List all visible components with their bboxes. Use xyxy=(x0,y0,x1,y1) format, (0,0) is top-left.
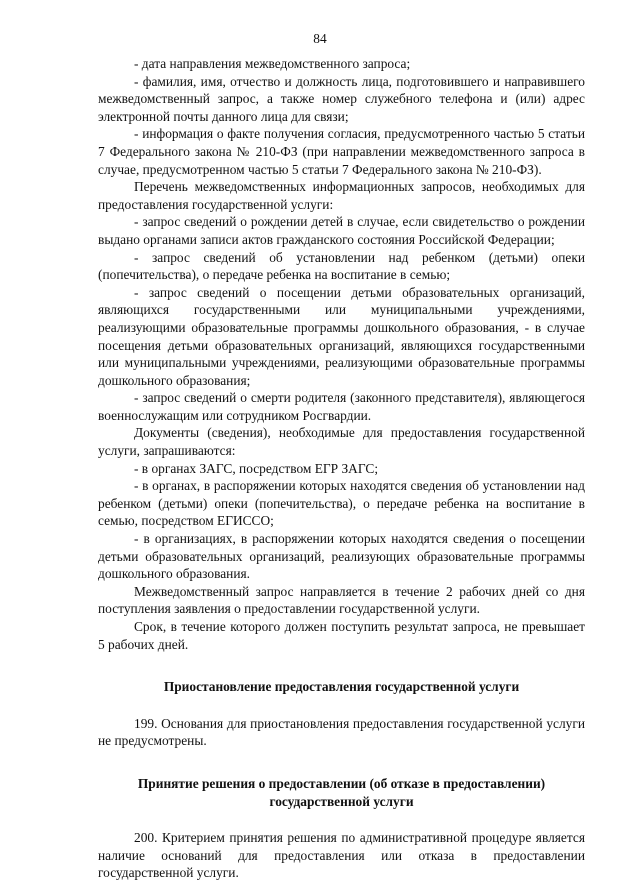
paragraph: - в организациях, в распоряжении которых находятся сведения о посещении детьми образовательных организаций, реализующих образовательные программы дошкольного образования. xyxy=(98,531,585,582)
paragraph-200: 200. Критерием принятия решения по административной процедуре является наличие оснований для предоставления или отказа в предоставлении государственной услуги. xyxy=(98,830,585,881)
paragraph: - в органах, в распоряжении которых находятся сведения об установлении над ребенком (детьми) опеки (попечительства), о передаче ребенка на воспитание в семью, посредством ЕГИССО; xyxy=(98,478,585,529)
paragraph: - в органах ЗАГС, посредством ЕГР ЗАГС; xyxy=(134,460,379,476)
page-number: 84 xyxy=(313,31,327,46)
section-heading: Приостановление предоставления государственной услуги xyxy=(163,679,520,695)
section-heading-line-2: государственной услуги xyxy=(269,793,414,809)
paragraph: - запрос сведений о посещении детьми образовательных организаций, являющихся государственными или муниципальными учреждениями, реализующими образовательные программы дошкольного образования, - в случае посещения детьми образовательных организаций, являющихся государственными или муниципальными учреждениями, реализующими образовательные программы дошкольного образования; xyxy=(98,284,585,388)
paragraph: - запрос сведений об установлении над ребенком (детьми) опеки (попечительства), о передаче ребенка на воспитание в семью; xyxy=(98,249,585,283)
paragraph: Межведомственный запрос направляется в течение 2 рабочих дней со дня поступления заявления о предоставлении государственной услуги. xyxy=(98,583,585,617)
page-content xyxy=(98,55,585,882)
paragraph: - запрос сведений о рождении детей в случае, если свидетельство о рождении выдано органами записи актов гражданского состояния Российской Федерации; xyxy=(98,214,585,247)
paragraph-199: 199. Основания для приостановления предоставления государственной услуги не предусмотрены. xyxy=(98,715,585,749)
paragraph: Срок, в течение которого должен поступить результат запроса, не превышает 5 рабочих дней. xyxy=(98,619,585,652)
paragraph: - дата направления межведомственного запроса; xyxy=(134,56,411,71)
paragraph: - фамилия, имя, отчество и должность лица, подготовившего и направившего межведомственный запрос, а также номер служебного телефона и (или) адрес электронной почты данного лица для связи; xyxy=(98,73,585,124)
paragraph: Перечень межведомственных информационных запросов, необходимых для предоставления государственной услуги: xyxy=(98,179,585,212)
paragraph: - запрос сведений о смерти родителя (законного представителя), являющегося военнослужащим или сотрудником Росгвардии. xyxy=(98,390,585,423)
section-heading-line-1: Принятие решения о предоставлении (об отказе в предоставлении) xyxy=(137,775,546,791)
paragraph: Документы (сведения), необходимые для предоставления государственной услуги, запрашиваются: xyxy=(98,425,585,459)
paragraph: - информация о факте получения согласия, предусмотренного частью 5 статьи 7 Федерального закона № 210-ФЗ (при направлении межведомственного запроса в случае, предусмотренном частью 5 статьи 7 Федерального закона № 210-ФЗ). xyxy=(98,126,585,177)
